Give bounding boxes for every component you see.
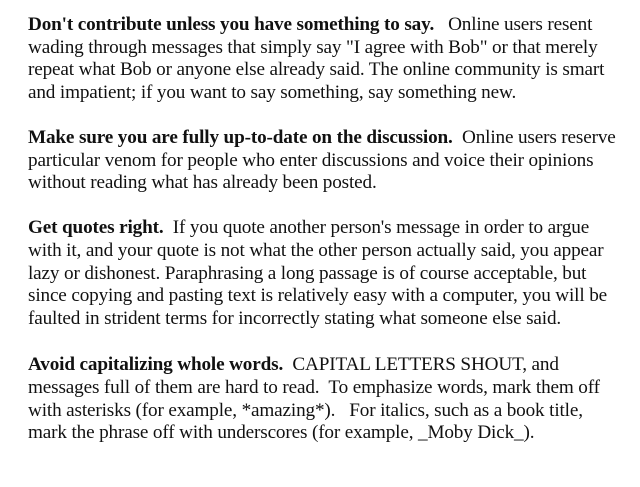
paragraph-text: messages full of them are hard to read. To emphasize words, mark them off	[28, 376, 600, 398]
paragraph-capitalizing	[28, 354, 628, 444]
paragraph-text: lazy or dishonest. Paraphrasing a long passage is of course acceptable, but	[28, 262, 587, 284]
paragraph-first-line	[28, 354, 628, 377]
paragraph-first-line	[28, 217, 628, 240]
paragraph-text: without reading what has already been posted.	[28, 172, 377, 194]
paragraph-quotes	[28, 217, 628, 330]
paragraph-up-to-date	[28, 127, 628, 195]
paragraph-text: repeat what Bob or anyone else already said. The online community is smart	[28, 59, 605, 81]
paragraph-first-line	[28, 127, 628, 150]
paragraph-text: Online users reserve	[452, 126, 616, 148]
paragraph-heading: Make sure you are fully up-to-date on the discussion.	[28, 126, 453, 148]
paragraph-text: wading through messages that simply say "I agree with Bob" or that merely	[28, 36, 598, 58]
paragraph-first-line	[28, 14, 628, 37]
paragraph-text: Online users resent	[434, 14, 593, 35]
paragraph-text: faulted in strident terms for incorrectly stating what someone else said.	[28, 307, 562, 329]
paragraph-text: with asterisks (for example, *amazing*). For italics, such as a book title,	[28, 399, 583, 421]
paragraph-text: CAPITAL LETTERS SHOUT, and	[283, 354, 559, 376]
paragraph-heading: Avoid capitalizing whole words.	[28, 354, 284, 376]
paragraph-text: with it, and your quote is not what the other person actually said, you appear	[28, 239, 604, 261]
paragraph-text: and impatient; if you want to say something, say something new.	[28, 81, 517, 103]
paragraph-text: If you quote another person's message in order to argue	[163, 217, 590, 239]
paragraph-heading: Don't contribute unless you have something to say.	[28, 14, 435, 35]
paragraph-text: mark the phrase off with underscores (for example, _Moby Dick_).	[28, 422, 535, 444]
paragraph-text: since copying and pasting text is relatively easy with a computer, you will be	[28, 285, 607, 307]
document-body	[28, 14, 628, 467]
paragraph-text: particular venom for people who enter discussions and voice their opinions	[28, 149, 594, 171]
paragraph-contribute	[28, 14, 628, 104]
paragraph-heading: Get quotes right.	[28, 217, 164, 239]
